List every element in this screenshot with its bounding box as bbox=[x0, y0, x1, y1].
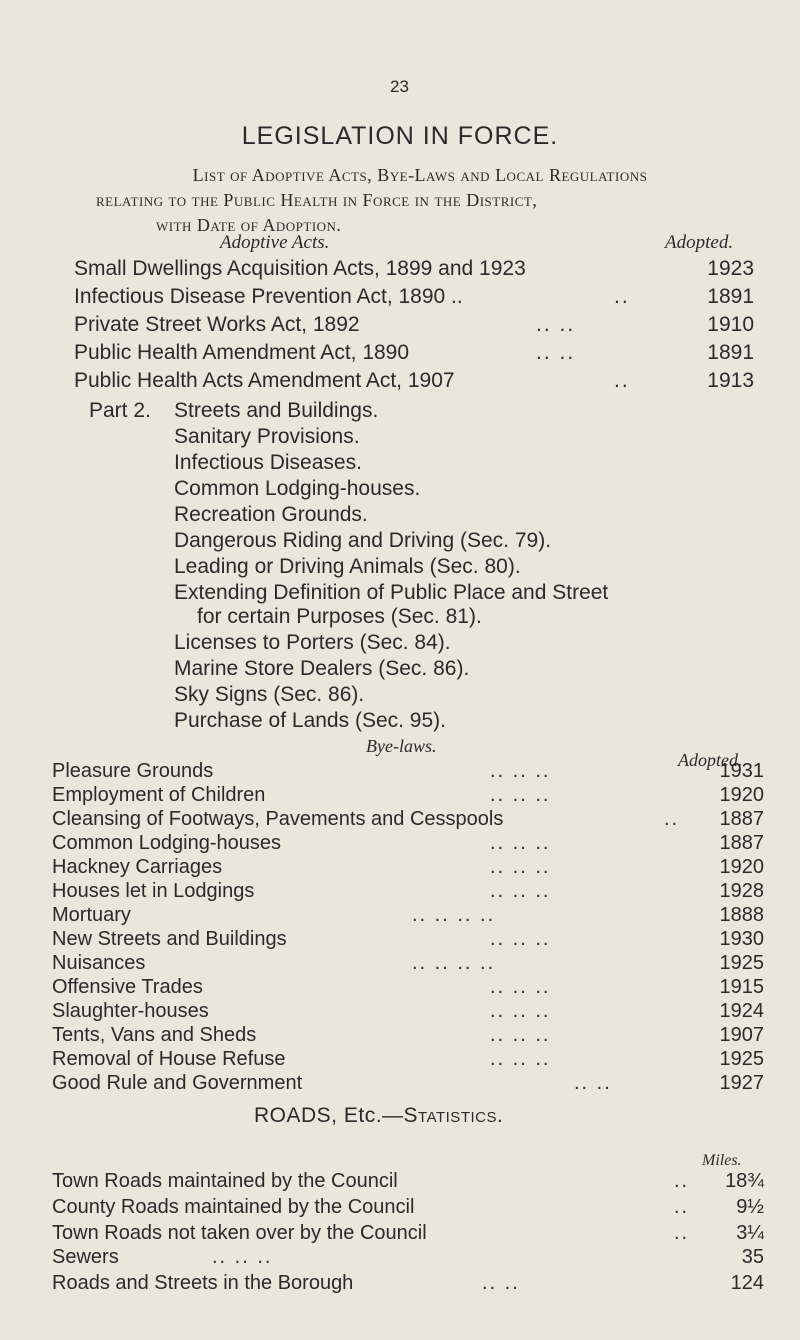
byelaw-row bbox=[52, 856, 764, 880]
byelaw-year: 1887 bbox=[719, 832, 764, 854]
byelaw-leader: .. .. .. bbox=[490, 856, 551, 878]
acts-header-right: Adopted. bbox=[665, 232, 734, 253]
part2-item: Sanitary Provisions. bbox=[174, 425, 360, 448]
roads-row bbox=[52, 1222, 764, 1248]
byelaw-leader: .. .. .. bbox=[490, 1024, 551, 1046]
byelaw-leader: .. .. .. bbox=[490, 1000, 551, 1022]
roads-label: County Roads maintained by the Council bbox=[52, 1196, 415, 1218]
roads-value: 3¼ bbox=[736, 1222, 764, 1244]
roads-label: Sewers bbox=[52, 1246, 119, 1268]
byelaw-year: 1920 bbox=[719, 784, 764, 806]
roads-title bbox=[254, 1104, 503, 1128]
part2-item: Recreation Grounds. bbox=[174, 503, 368, 526]
part2-item: for certain Purposes (Sec. 81). bbox=[197, 605, 482, 628]
byelaw-label: Offensive Trades bbox=[52, 976, 203, 998]
roads-row bbox=[52, 1196, 764, 1222]
roads-header-right: Miles. bbox=[702, 1152, 742, 1169]
roads-value: 124 bbox=[730, 1272, 764, 1294]
byelaws-header-right: Adopted. bbox=[678, 750, 743, 770]
byelaw-row bbox=[52, 880, 764, 904]
byelaw-label: Employment of Children bbox=[52, 784, 266, 806]
byelaw-row bbox=[52, 784, 764, 808]
roads-label: Roads and Streets in the Borough bbox=[52, 1272, 354, 1294]
byelaw-row bbox=[52, 808, 764, 832]
part2-item: Licenses to Porters (Sec. 84). bbox=[174, 631, 451, 654]
byelaw-year: 1928 bbox=[719, 880, 764, 902]
part2-item: Extending Definition of Public Place and Street bbox=[174, 581, 609, 604]
byelaw-year: 1925 bbox=[719, 952, 764, 974]
intro-line-3: with Date of Adoption. bbox=[156, 215, 342, 235]
byelaw-label: New Streets and Buildings bbox=[52, 928, 287, 950]
roads-value: 9½ bbox=[736, 1196, 764, 1218]
page-number: 23 bbox=[390, 77, 409, 96]
byelaw-leader: .. .. .. bbox=[490, 832, 551, 854]
byelaw-label: Pleasure Grounds bbox=[52, 760, 214, 782]
roads-row bbox=[52, 1170, 764, 1196]
byelaw-year: 1887 bbox=[719, 808, 764, 830]
byelaw-year: 1930 bbox=[719, 928, 764, 950]
byelaw-leader: .. .. .. .. bbox=[412, 904, 496, 926]
roads-value: 18¾ bbox=[725, 1170, 764, 1192]
acts-row-year: 1910 bbox=[707, 313, 754, 336]
byelaw-leader: .. .. .. bbox=[490, 880, 551, 902]
roads-row bbox=[52, 1272, 764, 1298]
roads-label: Town Roads maintained by the Council bbox=[52, 1170, 398, 1192]
byelaw-year: 1888 bbox=[719, 904, 764, 926]
byelaw-label: Common Lodging-houses bbox=[52, 832, 282, 854]
part2-item: Marine Store Dealers (Sec. 86). bbox=[174, 657, 470, 680]
byelaw-label: Slaughter-houses bbox=[52, 1000, 209, 1022]
acts-row-label: Private Street Works Act, 1892 bbox=[74, 313, 360, 336]
acts-row-leader: .. bbox=[614, 285, 630, 308]
acts-row-label: Public Health Acts Amendment Act, 1907 bbox=[74, 369, 455, 392]
intro-line-2: relating to the Public Health in Force in the District, bbox=[96, 190, 538, 210]
acts-row-leader: .. bbox=[614, 369, 630, 392]
intro-text bbox=[90, 163, 750, 238]
byelaw-leader: .. .. bbox=[574, 1072, 612, 1094]
byelaw-label: Mortuary bbox=[52, 904, 131, 926]
byelaw-row bbox=[52, 1072, 764, 1096]
byelaw-leader: .. .. .. bbox=[490, 760, 551, 782]
part2-item: Common Lodging-houses. bbox=[174, 477, 421, 500]
byelaws-header-left: Bye-laws. bbox=[366, 736, 437, 756]
roads-title-sc: Statistics. bbox=[403, 1104, 504, 1127]
acts-row-label: Infectious Disease Prevention Act, 1890 .. bbox=[74, 285, 463, 308]
byelaw-label: Removal of House Refuse bbox=[52, 1048, 286, 1070]
byelaw-leader: .. bbox=[664, 808, 680, 830]
byelaw-year: 1920 bbox=[719, 856, 764, 878]
acts-row-leader: .. .. bbox=[536, 341, 576, 364]
roads-leader: .. bbox=[674, 1196, 690, 1218]
byelaw-year: 1925 bbox=[719, 1048, 764, 1070]
acts-row-year: 1913 bbox=[707, 369, 754, 392]
roads-value: 35 bbox=[741, 1246, 764, 1268]
roads-leader: .. .. .. bbox=[212, 1246, 273, 1268]
byelaw-row bbox=[52, 976, 764, 1000]
byelaw-row bbox=[52, 832, 764, 856]
byelaw-label: Good Rule and Government bbox=[52, 1072, 303, 1094]
byelaw-leader: .. .. .. bbox=[490, 976, 551, 998]
part2-item: Streets and Buildings. bbox=[174, 399, 379, 422]
roads-label: Town Roads not taken over by the Council bbox=[52, 1222, 427, 1244]
acts-row-year: 1891 bbox=[707, 285, 754, 308]
byelaw-year: 1915 bbox=[719, 976, 764, 998]
intro-line-1: List of Adoptive Acts, Bye-Laws and Local Regulations bbox=[192, 165, 648, 185]
acts-header-left: Adoptive Acts. bbox=[220, 232, 330, 253]
part2-label: Part 2. bbox=[89, 399, 151, 422]
byelaw-label: Cleansing of Footways, Pavements and Cesspools bbox=[52, 808, 504, 830]
byelaw-year: 1924 bbox=[719, 1000, 764, 1022]
acts-row-year: 1923 bbox=[707, 257, 754, 280]
byelaw-leader: .. .. .. bbox=[490, 928, 551, 950]
byelaw-label: Houses let in Lodgings bbox=[52, 880, 255, 902]
byelaw-leader: .. .. .. bbox=[490, 784, 551, 806]
acts-row-year: 1891 bbox=[707, 341, 754, 364]
byelaw-row bbox=[52, 952, 764, 976]
roads-leader: .. bbox=[674, 1170, 690, 1192]
byelaw-leader: .. .. .. bbox=[490, 1048, 551, 1070]
byelaw-row bbox=[52, 1024, 764, 1048]
roads-leader: .. .. bbox=[482, 1272, 520, 1294]
part2-item: Leading or Driving Animals (Sec. 80). bbox=[174, 555, 521, 578]
byelaw-label: Hackney Carriages bbox=[52, 856, 223, 878]
byelaw-row bbox=[52, 1048, 764, 1072]
roads-title-main: ROADS, Etc.— bbox=[254, 1104, 404, 1127]
byelaw-row bbox=[52, 904, 764, 928]
roads-leader: .. bbox=[674, 1222, 690, 1244]
byelaw-row bbox=[52, 1000, 764, 1024]
acts-row-label: Small Dwellings Acquisition Acts, 1899 and 1923 bbox=[74, 257, 526, 280]
part2-item: Dangerous Riding and Driving (Sec. 79). bbox=[174, 529, 552, 552]
part2-item: Infectious Diseases. bbox=[174, 451, 362, 474]
roads-row bbox=[52, 1246, 764, 1272]
acts-row-label: Public Health Amendment Act, 1890 bbox=[74, 341, 410, 364]
part2-item: Purchase of Lands (Sec. 95). bbox=[174, 709, 446, 732]
page-title: LEGISLATION IN FORCE. bbox=[241, 122, 559, 150]
acts-row bbox=[74, 369, 754, 401]
byelaw-year: 1927 bbox=[719, 1072, 764, 1094]
byelaw-label: Nuisances bbox=[52, 952, 146, 974]
byelaw-year: 1931 bbox=[719, 760, 764, 782]
byelaw-year: 1907 bbox=[719, 1024, 764, 1046]
byelaw-leader: .. .. .. .. bbox=[412, 952, 496, 974]
part2-item: Sky Signs (Sec. 86). bbox=[174, 683, 365, 706]
byelaw-label: Tents, Vans and Sheds bbox=[52, 1024, 257, 1046]
byelaw-row bbox=[52, 760, 764, 784]
byelaw-row bbox=[52, 928, 764, 952]
acts-row-leader: .. .. bbox=[536, 313, 576, 336]
